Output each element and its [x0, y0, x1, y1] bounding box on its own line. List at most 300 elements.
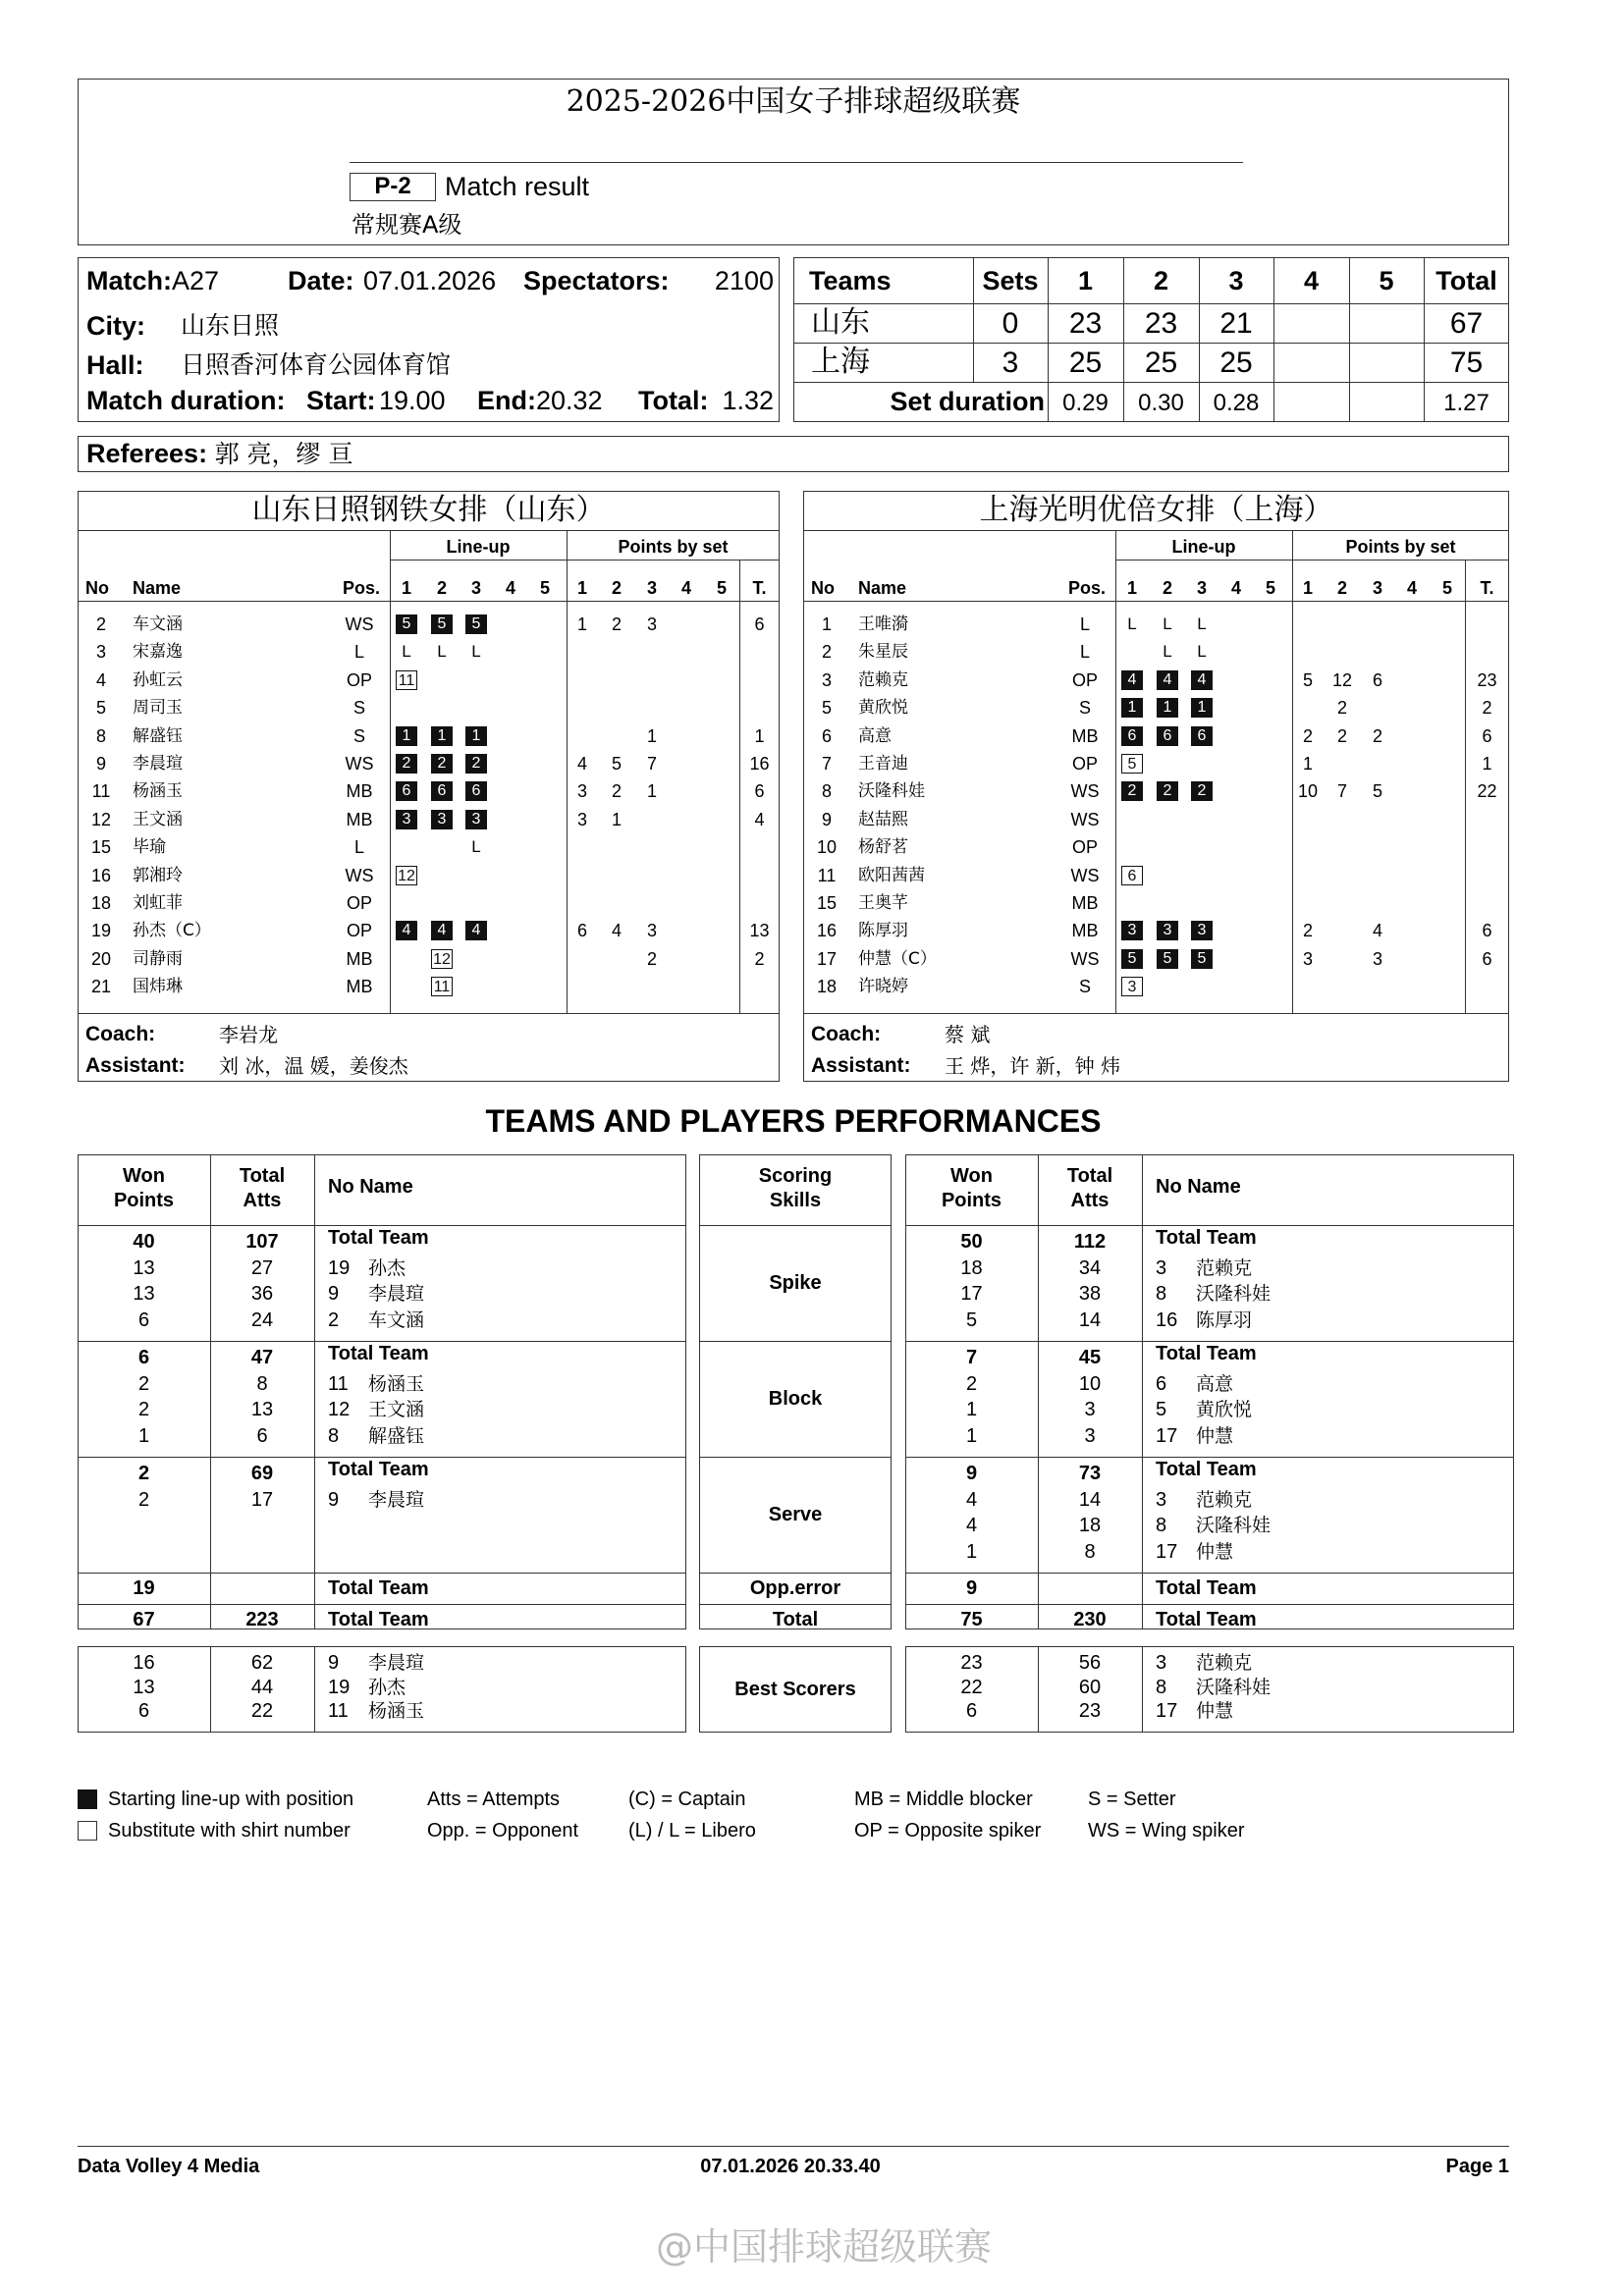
team-a-player-name: 郭湘玲	[133, 865, 183, 885]
best-won-points: 6	[137, 1700, 150, 1722]
team-b-points-set: 2	[1302, 921, 1313, 941]
perf-total-atts: 14	[1078, 1308, 1102, 1331]
perf-total-team: Total Team	[328, 1459, 429, 1480]
perf-total-team: Total Team	[328, 1227, 429, 1249]
perf-rule	[699, 1604, 892, 1605]
team-b-player-name: 赵喆熙	[858, 809, 908, 829]
team-b-name: 上海光明优倍女排（上海）	[979, 493, 1333, 527]
team-b-points-set: 7	[1336, 781, 1347, 802]
team-b-points-set: 10	[1297, 781, 1319, 802]
score-row-s3: 25	[1219, 347, 1253, 379]
team-a-starting-position-box: 2	[396, 754, 417, 774]
team-a-libero-mark: L	[402, 642, 411, 662]
team-b-rule	[803, 530, 1509, 531]
team-b-player-pos: MB	[1071, 725, 1099, 746]
team-a-player-name: 孙虹云	[133, 669, 183, 690]
team-b-header-name: Name	[858, 578, 907, 598]
opp-error-won: 9	[965, 1577, 978, 1599]
perf-won-points: 2	[137, 1372, 150, 1395]
team-a-points-set: 2	[611, 781, 622, 802]
best-player-no: 19	[328, 1676, 351, 1698]
team-a-rule	[78, 601, 780, 602]
team-b-substitute-number-box: 6	[1121, 866, 1143, 885]
team-b-player-name: 仲慧（C）	[858, 948, 937, 969]
team-b-starting-position-box: 4	[1191, 670, 1213, 690]
score-row-total: 75	[1449, 347, 1484, 379]
team-a-points-total: 1	[754, 725, 765, 746]
team-a-vline	[390, 530, 391, 1013]
opp-error-label: Opp.error	[749, 1577, 841, 1599]
perf-total-team: Total Team	[1156, 1343, 1257, 1364]
best-scorers-label: Best Scorers	[734, 1679, 856, 1700]
start-label: Start:	[306, 386, 376, 415]
team-a-player-name: 司静雨	[133, 948, 183, 969]
team-b-player-no: 5	[821, 698, 832, 719]
perf-rule	[78, 1573, 686, 1574]
best-won-points: 13	[133, 1676, 155, 1698]
team-a-starting-position-box: 1	[465, 726, 487, 746]
best-player-no: 11	[328, 1700, 349, 1722]
team-a-starting-position-box: 3	[465, 810, 487, 829]
team-b-substitute-number-box: 3	[1121, 977, 1143, 996]
team-b-points-total: 6	[1482, 725, 1492, 746]
perf-total-atts: 38	[1078, 1283, 1102, 1305]
opp-error-name: Total Team	[1156, 1577, 1257, 1599]
team-b-player-pos: WS	[1070, 781, 1100, 802]
best-total-atts: 22	[250, 1700, 274, 1722]
perf-won-points: 2	[137, 1488, 150, 1511]
city-value: 山东日照	[181, 311, 280, 340]
team-a-rule	[78, 1013, 780, 1014]
team-a-player-no: 18	[90, 893, 112, 913]
team-b-header-lineup-set: 2	[1162, 578, 1172, 598]
team-b-header-lineup: Line-up	[1171, 537, 1236, 557]
end-label: End:	[477, 386, 536, 415]
team-b-starting-position-box: 1	[1191, 698, 1213, 718]
team-b-points-set: 2	[1336, 725, 1347, 746]
perf-player-no: 19	[328, 1256, 351, 1279]
team-b-points-total: 23	[1477, 669, 1497, 690]
team-a-player-no: 3	[95, 642, 106, 663]
perf-won-points: 9	[965, 1463, 978, 1484]
best-vline	[1142, 1646, 1143, 1733]
team-b-header-total: T.	[1480, 578, 1494, 598]
perf-total-atts: 47	[250, 1347, 274, 1368]
score-header-total: Total	[1435, 266, 1497, 295]
best-won-points: 22	[960, 1676, 983, 1698]
team-b-player-no: 7	[821, 754, 832, 774]
team-a-header-pos: Pos.	[343, 578, 381, 598]
perf-total-atts: 45	[1078, 1347, 1102, 1368]
perf-player-name: 车文涵	[368, 1308, 425, 1331]
team-a-header-lineup-set: 4	[505, 578, 515, 598]
set-duration-2: 0.30	[1138, 390, 1184, 416]
team-b-player-no: 9	[821, 809, 832, 829]
team-a-rule	[390, 560, 780, 561]
team-a-header-lineup-set: 2	[436, 578, 447, 598]
perf-won-points: 1	[965, 1540, 978, 1563]
footer-right: Page 1	[1445, 2156, 1509, 2177]
team-b-rule	[803, 601, 1509, 602]
performances-heading: TEAMS AND PLAYERS PERFORMANCES	[485, 1103, 1102, 1139]
perf-col-skill: Scoring Skills	[758, 1165, 833, 1211]
team-a-player-name: 解盛钰	[133, 725, 183, 746]
team-a-rule	[78, 530, 780, 531]
team-b-points-set: 2	[1336, 698, 1347, 719]
team-a-player-no: 4	[95, 669, 106, 690]
team-b-player-no: 15	[816, 893, 838, 913]
score-row-team: 上海	[811, 345, 870, 379]
team-b-points-total: 6	[1482, 921, 1492, 941]
team-a-substitute-number-box: 11	[396, 670, 417, 690]
perf-player-name: 陈厚羽	[1196, 1308, 1253, 1331]
team-b-player-pos: MB	[1071, 921, 1099, 941]
legend-mb: MB = Middle blocker	[854, 1789, 1033, 1810]
team-a-header-points-set: 2	[611, 578, 622, 598]
perf-won-points: 40	[133, 1231, 155, 1253]
best-total-atts: 56	[1078, 1652, 1102, 1674]
perf-total-atts: 18	[1078, 1515, 1102, 1536]
team-a-player-name: 车文涵	[133, 614, 183, 634]
end-value: 20.32	[536, 386, 603, 415]
referees-row	[86, 436, 353, 472]
team-a-coach: 李岩龙	[219, 1023, 278, 1046]
team-a-libero-mark: L	[437, 642, 447, 662]
team-b-starting-position-box: 6	[1121, 726, 1143, 746]
team-a-starting-position-box: 1	[396, 726, 417, 746]
team-b-header-no: No	[811, 578, 835, 598]
opp-error-name: Total Team	[328, 1577, 429, 1599]
perf-player-no: 6	[1156, 1372, 1167, 1395]
team-b-player-name: 范赖克	[858, 669, 908, 690]
team-a-points-total: 2	[754, 948, 765, 969]
team-b-player-no: 16	[816, 921, 838, 941]
team-a-starting-position-box: 5	[396, 614, 417, 634]
team-a-substitute-number-box: 12	[396, 866, 417, 885]
perf-total-atts: 14	[1078, 1488, 1102, 1511]
perf-rule	[78, 1604, 686, 1605]
best-player-name: 范赖克	[1196, 1652, 1253, 1674]
legend-ws: WS = Wing spiker	[1088, 1820, 1245, 1842]
perf-won-points: 17	[960, 1283, 983, 1305]
hall-label: Hall:	[86, 350, 144, 380]
perf-player-no: 11	[328, 1372, 349, 1395]
perf-player-name: 沃隆科娃	[1196, 1283, 1272, 1305]
team-b-player-name: 陈厚羽	[858, 921, 908, 941]
team-b-starting-position-box: 1	[1121, 698, 1143, 718]
team-a-assistant-label: Assistant:	[85, 1054, 186, 1077]
team-b-points-total: 6	[1482, 948, 1492, 969]
score-header-set4: 4	[1303, 266, 1320, 295]
team-a-points-set: 7	[646, 754, 657, 774]
team-a-player-no: 8	[95, 725, 106, 746]
team-a-points-set: 4	[576, 754, 587, 774]
team-b-player-no: 1	[821, 614, 832, 634]
team-b-player-no: 8	[821, 781, 832, 802]
team-a-starting-position-box: 4	[465, 921, 487, 940]
spectators-value: 2100	[714, 266, 774, 295]
perf-rule	[699, 1225, 892, 1226]
best-total-atts: 23	[1078, 1700, 1102, 1722]
legend-starting-swatch	[78, 1789, 97, 1809]
team-b-header-lineup-set: 1	[1126, 578, 1137, 598]
perf-player-no: 17	[1156, 1424, 1178, 1447]
team-a-starting-position-box: 6	[465, 781, 487, 801]
team-a-starting-position-box: 6	[431, 781, 453, 801]
score-row-s3: 21	[1219, 307, 1253, 340]
team-b-points-total: 2	[1482, 698, 1492, 719]
team-a-player-pos: L	[353, 642, 364, 663]
team-b-starting-position-box: 4	[1157, 670, 1178, 690]
team-a-player-no: 19	[90, 921, 112, 941]
perf-player-no: 3	[1156, 1488, 1167, 1511]
team-a-header-points-set: 3	[646, 578, 657, 598]
doc-type: Match result	[445, 172, 590, 201]
team-a-assistant: 刘 冰，温 媛，姜俊杰	[219, 1054, 408, 1078]
team-b-starting-position-box: 2	[1191, 781, 1213, 801]
header-rule	[350, 162, 1243, 163]
perf-col-name: No Name	[328, 1176, 413, 1198]
best-player-name: 杨涵玉	[368, 1700, 425, 1722]
team-b-player-pos: OP	[1071, 754, 1098, 774]
team-b-player-pos: WS	[1070, 865, 1100, 885]
perf-won-points: 1	[965, 1399, 978, 1420]
team-a-points-set: 1	[576, 614, 587, 634]
team-a-player-no: 2	[95, 614, 106, 634]
perf-won-points: 4	[965, 1515, 978, 1536]
best-total-atts: 60	[1078, 1676, 1102, 1698]
team-b-header-points-set: 1	[1302, 578, 1313, 598]
perf-player-name: 李晨瑄	[368, 1488, 425, 1511]
legend-s: S = Setter	[1088, 1789, 1176, 1810]
team-a-points-total: 6	[754, 614, 765, 634]
team-a-points-set: 5	[611, 754, 622, 774]
set-duration-label: Set duration	[890, 387, 1045, 416]
best-player-no: 8	[1156, 1676, 1167, 1698]
perf-player-no: 8	[328, 1424, 340, 1447]
perf-won-points: 4	[965, 1488, 978, 1511]
city-label: City:	[86, 311, 145, 341]
team-a-points-total: 13	[749, 921, 770, 941]
team-b-player-no: 11	[817, 865, 837, 885]
best-vline	[314, 1646, 315, 1733]
team-b-header-lineup-set: 4	[1230, 578, 1241, 598]
team-b-header-pos: Pos.	[1068, 578, 1107, 598]
team-b-player-name: 杨舒茗	[858, 837, 908, 858]
best-won-points: 16	[133, 1652, 155, 1674]
footer-left: Data Volley 4 Media	[78, 2156, 260, 2177]
team-b-points-total: 1	[1482, 754, 1492, 774]
team-a-player-name: 宋嘉逸	[133, 642, 183, 663]
total-value: 1.32	[722, 386, 774, 415]
total-label: Total:	[638, 386, 709, 415]
referees-label: Referees:	[86, 439, 208, 468]
team-a-header-lineup-set: 3	[470, 578, 481, 598]
perf-player-no: 12	[328, 1399, 351, 1420]
perf-total-team: Total Team	[328, 1343, 429, 1364]
team-b-player-no: 2	[821, 642, 832, 663]
team-a-player-name: 王文涵	[133, 809, 183, 829]
perf-total-atts: 6	[256, 1424, 268, 1447]
team-b-starting-position-box: 3	[1157, 921, 1178, 940]
match-row-3	[86, 347, 452, 383]
perf-player-name: 范赖克	[1196, 1488, 1253, 1511]
team-a-header-points-set: 1	[576, 578, 587, 598]
score-row-s2: 23	[1144, 307, 1178, 340]
team-a-starting-position-box: 2	[431, 754, 453, 774]
team-a-player-no: 11	[91, 781, 111, 802]
team-a-points-set: 2	[611, 614, 622, 634]
team-b-starting-position-box: 6	[1191, 726, 1213, 746]
perf-col-won: Won Points	[113, 1165, 175, 1211]
team-a-player-name: 李晨瑄	[133, 754, 183, 774]
team-b-points-set: 5	[1302, 669, 1313, 690]
perf-won-points: 2	[137, 1463, 150, 1484]
score-row-team: 山东	[811, 305, 870, 340]
team-a-libero-mark: L	[471, 642, 481, 662]
team-b-coach: 蔡 斌	[945, 1023, 991, 1046]
team-b-player-pos: L	[1079, 614, 1090, 634]
team-b-points-set: 3	[1302, 948, 1313, 969]
team-a-header-lineup-set: 5	[539, 578, 550, 598]
set-duration-1: 0.29	[1062, 390, 1109, 416]
team-b-player-pos: S	[1078, 977, 1091, 997]
team-b-header-points: Points by set	[1345, 537, 1456, 557]
opp-error-won: 19	[133, 1577, 155, 1599]
perf-rule	[699, 1341, 892, 1342]
team-a-points-set: 3	[646, 614, 657, 634]
match-row-2	[86, 308, 280, 344]
team-a-player-no: 20	[90, 948, 112, 969]
team-a-starting-position-box: 4	[431, 921, 453, 940]
perf-won-points: 50	[960, 1231, 983, 1253]
team-a-libero-mark: L	[471, 837, 481, 857]
team-b-player-name: 黄欣悦	[858, 698, 908, 719]
team-b-player-pos: WS	[1070, 948, 1100, 969]
team-b-vline	[1115, 530, 1116, 1013]
perf-total-atts: 107	[245, 1231, 279, 1253]
set-duration-total: 1.27	[1443, 390, 1489, 416]
team-a-player-no: 12	[90, 809, 112, 829]
team-a-header-no: No	[85, 578, 109, 598]
perf-won-points: 18	[960, 1256, 983, 1279]
perf-total-atts: 3	[1084, 1424, 1096, 1447]
stage-label: 常规赛A级	[352, 211, 462, 239]
team-a-player-pos: MB	[346, 781, 373, 802]
score-header-set2: 2	[1153, 266, 1169, 295]
team-b-points-total: 22	[1477, 781, 1497, 802]
doc-code: P-2	[350, 173, 436, 201]
team-a-starting-position-box: 2	[465, 754, 487, 774]
perf-total-team: Total Team	[1156, 1227, 1257, 1249]
perf-player-name: 范赖克	[1196, 1256, 1253, 1279]
team-b-points-set: 12	[1331, 669, 1353, 690]
best-player-name: 孙杰	[368, 1676, 406, 1698]
team-b-player-name: 王唯漪	[858, 614, 908, 634]
footer-rule	[78, 2146, 1509, 2147]
grand-total-won: 67	[133, 1609, 155, 1630]
legend-substitute: Substitute with shirt number	[108, 1820, 351, 1842]
perf-total-atts: 24	[250, 1308, 274, 1331]
perf-total-atts: 13	[250, 1399, 274, 1420]
perf-skill-block: Block	[768, 1388, 823, 1410]
team-b-player-no: 6	[821, 725, 832, 746]
score-header-set1: 1	[1077, 266, 1094, 295]
best-player-name: 沃隆科娃	[1196, 1676, 1272, 1698]
score-header-sets: Sets	[982, 266, 1039, 295]
team-a-player-pos: S	[352, 698, 365, 719]
perf-player-no: 2	[328, 1308, 340, 1331]
team-a-player-no: 5	[95, 698, 106, 719]
team-b-player-name: 沃隆科娃	[858, 781, 925, 802]
grand-total-won: 75	[960, 1609, 983, 1630]
team-b-player-pos: OP	[1071, 837, 1098, 858]
team-b-header-points-set: 5	[1441, 578, 1452, 598]
team-b-points-set: 1	[1302, 754, 1313, 774]
spectators-label: Spectators:	[523, 266, 670, 295]
team-a-player-pos: S	[352, 725, 365, 746]
perf-player-name: 仲慧	[1196, 1424, 1234, 1447]
hall-value: 日照香河体育公园体育馆	[181, 350, 452, 379]
perf-player-name: 沃隆科娃	[1196, 1515, 1272, 1536]
perf-won-points: 1	[965, 1424, 978, 1447]
perf-won-points: 2	[965, 1372, 978, 1395]
team-b-starting-position-box: 2	[1121, 781, 1143, 801]
score-header-teams: Teams	[809, 266, 892, 295]
team-b-player-name: 许晓婷	[858, 977, 908, 997]
perf-player-name: 王文涵	[368, 1399, 425, 1420]
best-player-name: 仲慧	[1196, 1700, 1234, 1722]
team-a-player-pos: MB	[346, 809, 373, 829]
watermark: @中国排球超级联赛	[656, 2225, 993, 2269]
perf-won-points: 13	[133, 1256, 155, 1279]
legend-op: OP = Opposite spiker	[854, 1820, 1042, 1842]
team-a-roster	[78, 491, 780, 1082]
perf-player-no: 9	[328, 1283, 340, 1305]
perf-player-no: 16	[1156, 1308, 1178, 1331]
team-a-points-set: 6	[576, 921, 587, 941]
team-b-player-name: 高意	[858, 725, 892, 746]
team-b-header-points-set: 3	[1372, 578, 1382, 598]
match-label: Match:	[86, 266, 172, 295]
team-a-starting-position-box: 5	[465, 614, 487, 634]
team-b-starting-position-box: 1	[1157, 698, 1178, 718]
set-duration-3: 0.28	[1213, 390, 1260, 416]
perf-total-team: Total Team	[1156, 1459, 1257, 1480]
team-a-header-points-set: 4	[680, 578, 691, 598]
duration-label: Match duration:	[86, 386, 286, 415]
perf-total-atts: 8	[1084, 1540, 1096, 1563]
team-b-player-name: 王音迪	[858, 754, 908, 774]
perf-total-atts: 27	[250, 1256, 274, 1279]
team-a-points-set: 1	[611, 809, 622, 829]
perf-total-atts: 36	[250, 1283, 274, 1305]
legend-atts: Atts = Attempts	[427, 1789, 561, 1810]
team-a-points-set: 1	[646, 725, 657, 746]
team-a-header-points: Points by set	[618, 537, 729, 557]
team-b-points-set: 4	[1372, 921, 1382, 941]
team-b-player-pos: L	[1079, 642, 1090, 663]
perf-player-no: 8	[1156, 1283, 1167, 1305]
team-b-player-no: 18	[816, 977, 838, 997]
team-a-substitute-number-box: 12	[431, 949, 453, 969]
team-a-player-no: 21	[90, 977, 112, 997]
team-a-starting-position-box: 5	[431, 614, 453, 634]
date-value: 07.01.2026	[363, 266, 497, 295]
team-a-header-lineup: Line-up	[446, 537, 511, 557]
score-row-sets: 3	[1001, 347, 1019, 379]
perf-won-points: 5	[965, 1308, 978, 1331]
